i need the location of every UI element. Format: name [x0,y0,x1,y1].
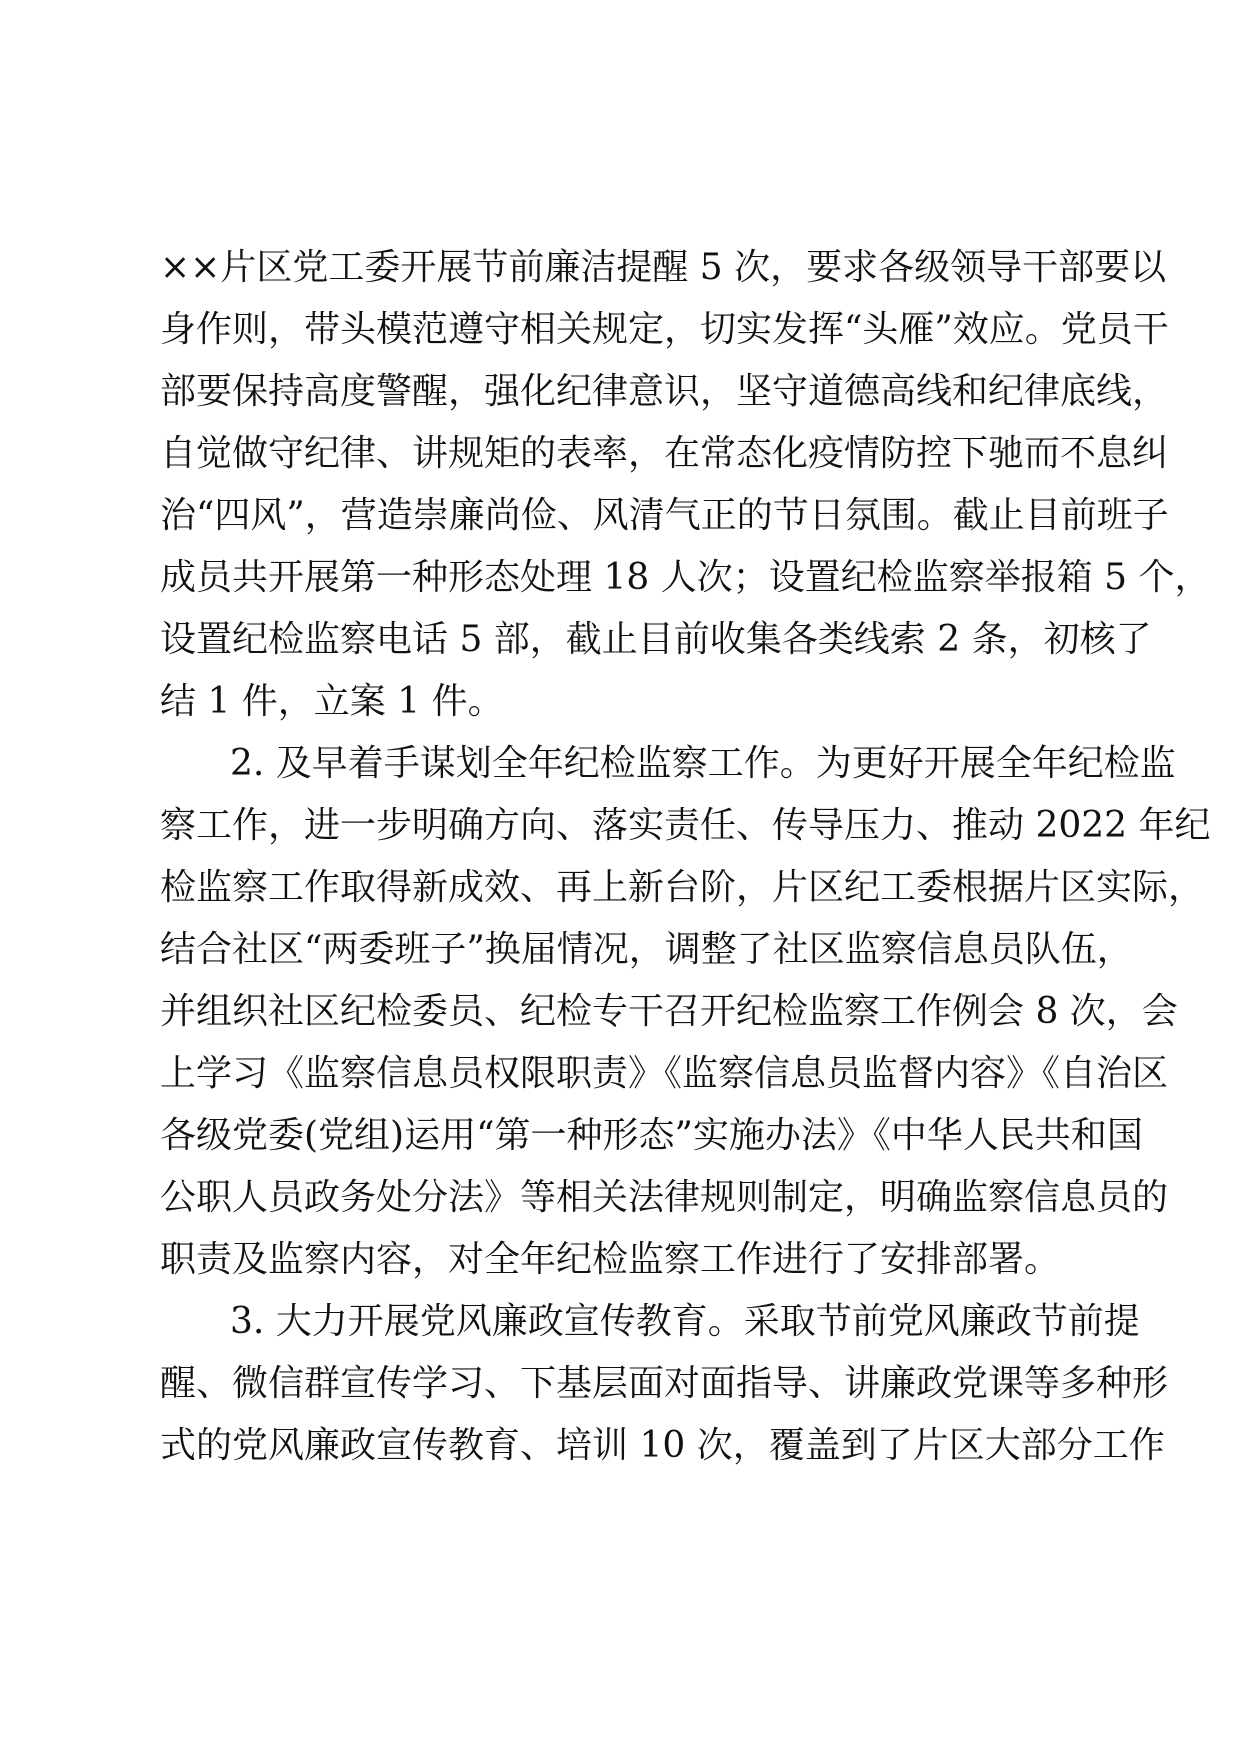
text-line: 并组织社区纪检委员、纪检专干召开纪检监察工作例会 8 次，会 [160,991,1178,1032]
text-line: 式的党风廉政宣传教育、培训 10 次，覆盖到了片区大部分工作 [160,1425,1165,1466]
text-line: 各级党委(党组)运用“第一种形态”实施办法》《中华人民共和国 [160,1115,1143,1156]
text-line: 检监察工作取得新成效、再上新台阶，片区纪工委根据片区实际， [160,867,1205,908]
paragraph-heading-2: 2. 及早着手谋划全年纪检监察工作。为更好开展全年纪检监 [230,743,1176,784]
text-line: 设置纪检监察电话 5 部，截止目前收集各类线索 2 条，初核了 [160,619,1152,660]
text-line: 身作则，带头模范遵守相关规定，切实发挥“头雁”效应。党员干 [160,309,1169,350]
text-line: ××片区党工委开展节前廉洁提醒 5 次，要求各级领导干部要以 [160,247,1167,288]
text-line: 结合社区“两委班子”换届情况，调整了社区监察信息员队伍， [160,929,1133,970]
text-line: 上学习《监察信息员权限职责》《监察信息员监督内容》《自治区 [160,1053,1169,1094]
text-line: 公职人员政务处分法》等相关法律规则制定，明确监察信息员的 [160,1177,1169,1218]
text-line: 自觉做守纪律、讲规矩的表率，在常态化疫情防控下驰而不息纠 [160,433,1169,474]
text-line: 治“四风”，营造崇廉尚俭、风清气正的节日氛围。截止目前班子 [160,495,1169,536]
text-line: 职责及监察内容，对全年纪检监察工作进行了安排部署。 [160,1239,1061,1280]
paragraph-heading-3: 3. 大力开展党风廉政宣传教育。采取节前党风廉政节前提 [230,1301,1140,1342]
text-line: 部要保持高度警醒，强化纪律意识，坚守道德高线和纪律底线， [160,371,1169,412]
text-line: 察工作，进一步明确方向、落实责任、传导压力、推动 2022 年纪 [160,805,1211,846]
text-line: 成员共开展第一种形态处理 18 人次；设置纪检监察举报箱 5 个， [160,557,1211,598]
text-line: 结 1 件，立案 1 件。 [160,681,504,722]
text-line: 醒、微信群宣传学习、下基层面对面指导、讲廉政党课等多种形 [160,1363,1169,1404]
